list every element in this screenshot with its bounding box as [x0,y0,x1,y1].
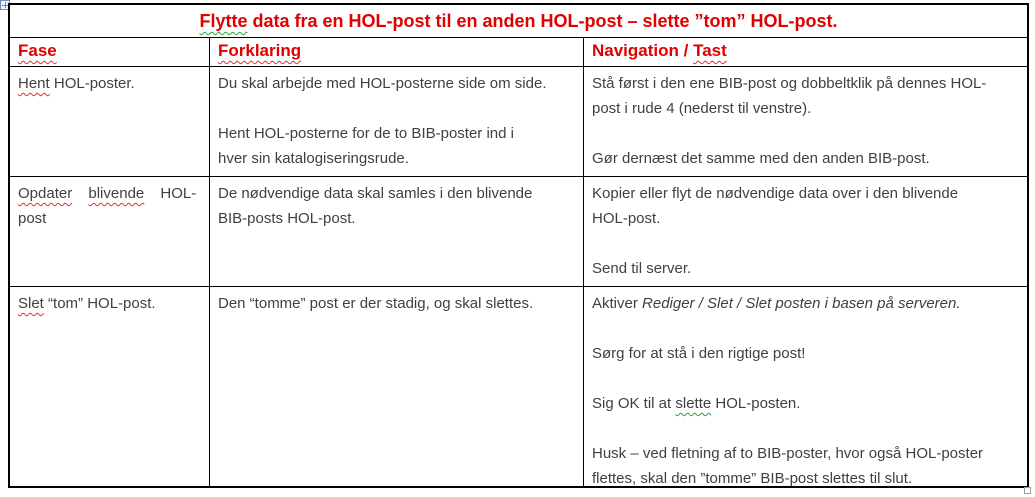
text-line: Hent HOL-poster. [18,75,135,92]
text-line [218,96,575,121]
column-header-navigation-tast [583,37,1027,66]
text-line: hver sin katalogiseringsrude. [218,150,409,167]
text-line: flettes, skal den ”tomme” BIB-post slettes til slut. [592,470,913,486]
text-line: Fase [18,41,57,60]
cell-navigation-row-1 [583,66,1027,176]
document-table [8,3,1029,488]
text-line: Send til server. [592,260,692,277]
cell-fase-row-2 [10,176,209,286]
text-line: Sig OK til at slette HOL-posten. [592,395,801,412]
text-line: Opdater blivende HOL- [18,185,197,202]
text-line: BIB-posts HOL-post. [218,210,356,227]
cell-fase-row-3 [10,286,209,486]
text-line: Du skal arbejde med HOL-posterne side om side. [218,75,547,92]
text-line: Stå først i den ene BIB-post og dobbeltklik på dennes HOL- [592,75,987,92]
text-line [592,231,1019,256]
text-line: post [18,210,47,227]
text-line: Slet “tom” HOL-post. [18,295,156,312]
text-line: Gør dernæst det samme med den anden BIB-post. [592,150,930,167]
text-line: De nødvendige data skal samles i den blivende [218,185,533,202]
cell-navigation-row-2 [583,176,1027,286]
text-line: Kopier eller flyt de nødvendige data over i den blivende [592,185,959,202]
text-line: Aktiver Rediger / Slet / Slet posten i basen på serveren. [592,295,961,312]
table-resize-handle-icon[interactable] [1024,487,1031,494]
column-header-fase [10,37,209,66]
text-line: Den “tomme” post er der stadig, og skal slettes. [218,295,534,312]
text-line: Forklaring [218,41,302,60]
text-line: Navigation / Tast [592,41,727,60]
cell-forklaring-row-2 [209,176,583,286]
text-line: HOL-post. [592,210,661,227]
text-line [592,416,1019,441]
cell-forklaring-row-3 [209,286,583,486]
cell-navigation-row-3 [583,286,1027,486]
text-line [592,316,1019,341]
text-line: post i rude 4 (nederst til venstre). [592,100,812,117]
text-line: Sørg for at stå i den rigtige post! [592,345,806,362]
text-line: Hent HOL-posterne for de to BIB-poster ind i [218,125,514,142]
text-line: Husk – ved fletning af to BIB-poster, hvor også HOL-poster [592,445,984,462]
table-title [10,5,1027,37]
text-line [592,366,1019,391]
cell-forklaring-row-1 [209,66,583,176]
column-header-forklaring [209,37,583,66]
cell-fase-row-1 [10,66,209,176]
text-line: Flytte data fra en HOL-post til en anden HOL-post – slette ”tom” HOL-post. [199,11,838,31]
text-line [592,121,1019,146]
